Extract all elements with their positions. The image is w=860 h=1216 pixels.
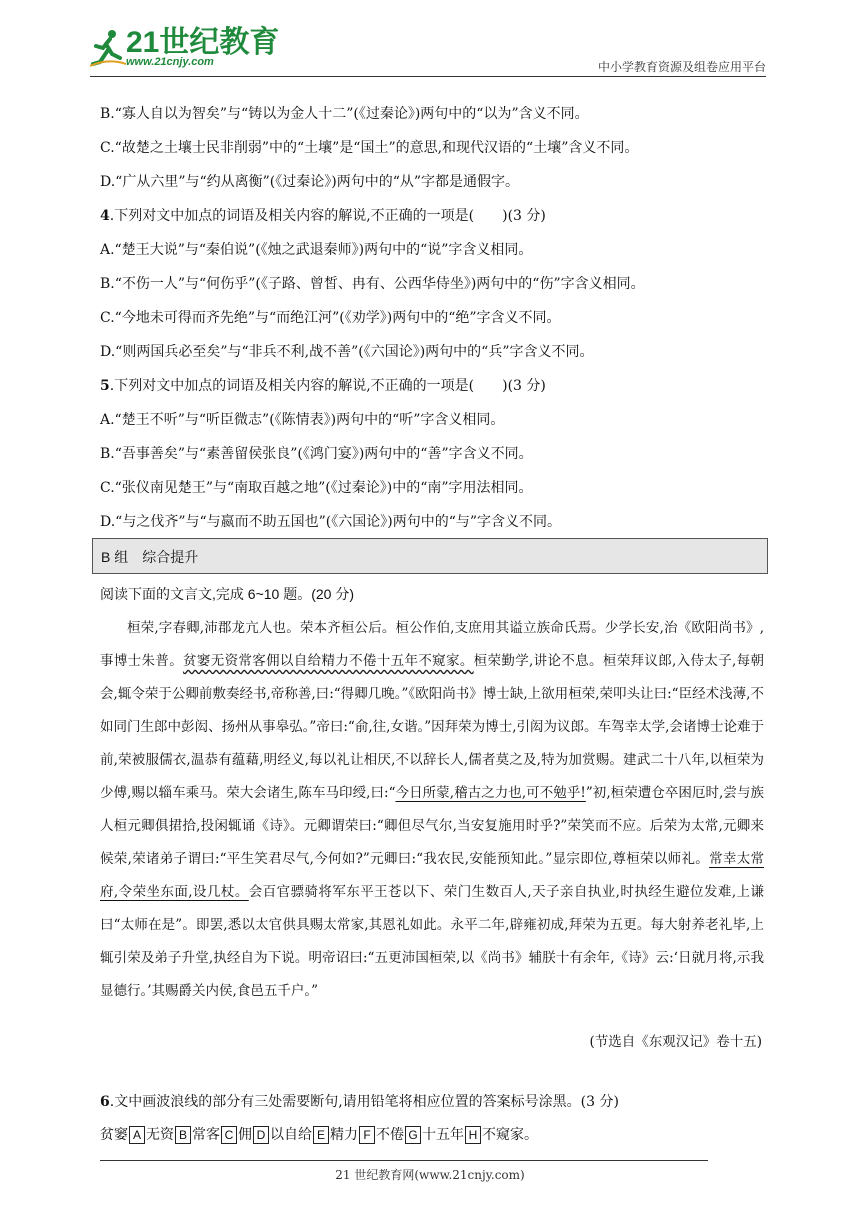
answer-box[interactable]: H [465,1126,481,1144]
question-text: .下列对文中加点的词语及相关内容的解说,不正确的一项是( )(3 分) [109,378,546,394]
option-line: B.“不伤一人”与“何伤乎”(《子路、曾皙、冉有、公西华侍坐》)两句中的“伤”字含义相同。 [100,276,645,292]
header-divider [90,76,766,77]
running-man-icon [90,28,126,68]
section-header [92,538,768,574]
option-line: C.“张仪南见楚王”与“南取百越之地”(《过秦论》)中的“南”字用法相同。 [100,480,533,496]
option-line: D.“广从六里”与“约从离衡”(《过秦论》)两句中的“从”字都是通假字。 [100,174,520,190]
answer-box[interactable]: C [221,1126,237,1144]
answer-box[interactable]: G [405,1126,421,1144]
classical-passage [100,612,764,1008]
option-line: C.“今地未可得而齐先绝”与“而绝江河”(《劝学》)两句中的“绝”字含义不同。 [100,310,561,326]
question-5-stem [100,376,546,396]
option-line: C.“故楚之土壤士民非削弱”中的“土壤”是“国土”的意思,和现代汉语的“土壤”含义不同。 [100,140,639,156]
logo [90,28,279,68]
question-6-stem [100,1092,619,1112]
segmentation-options [100,1124,538,1146]
segment-text: 不倦 [376,1127,404,1143]
section-title: B 组 综合提升 [101,549,199,565]
option-line: A.“楚王大说”与“秦伯说”(《烛之武退秦师》)两句中的“说”字含义相同。 [100,242,533,258]
page-footer: 21 世纪教育网(www.21cnjy.com) [335,1168,525,1182]
wavy-underlined-text: 贫窭无资常客佣以自给精力不倦十五年不窥家。 [183,653,474,669]
answer-box[interactable]: F [359,1126,375,1144]
footer-divider [100,1160,708,1161]
question-4-stem [100,206,546,226]
question-number: 4 [100,208,110,224]
passage-text: 桓荣勤学,讲论不息。桓荣拜议郎,入侍太子,每朝会,辄令荣于公卿前敷奏经书,帝称善,曰:“得卿几晚。”《欧阳尚书》博士缺,上欲用桓荣,荣叩头让曰:“臣经术浅薄,不如同门生郎中彭闳、扬州从事皋弘。”帝曰:“俞,往,女谐。”因拜荣为博士,引闳为议郎。车驾幸太学,会诸博士论难于前,荣被服儒衣,温恭有蕴藉,明经义,每以礼让相厌,不以辞长人,儒者莫之及,特为加赏赐。建武二十八年,以桓荣为少傅,赐以辎车乘马。荣大会诸生,陈车马印绶,曰:“ [100,653,765,801]
answer-box[interactable]: A [129,1126,145,1144]
reading-instruction: 阅读下面的文言文,完成 6~10 题。(20 分) [100,586,354,602]
question-text: .文中画波浪线的部分有三处需要断句,请用铅笔将相应位置的答案标号涂黑。(3 分) [109,1094,619,1110]
question-text: .下列对文中加点的词语及相关内容的解说,不正确的一项是( )(3 分) [109,208,546,224]
passage-text: ”初,桓荣遭仓卒困厄时,尝与族人桓元卿俱捃拾,投闲辄诵《诗》。元卿谓荣曰:“卿但尽气尔,当安复施用时乎?”荣笑而不应。后荣为太常,元卿来候荣,荣诸弟子谓曰:“平生笑君尽气,今何如?”元卿曰:“我农民,安能预知此。”显宗即位,尊桓荣以师礼。 [100,785,765,867]
segment-text: 佣 [238,1127,252,1143]
answer-box[interactable]: B [175,1126,191,1144]
question-number: 6 [100,1094,110,1110]
logo-title: 21世纪教育 [126,26,280,59]
segment-text: 精力 [330,1127,358,1143]
passage-paragraph [100,612,764,1008]
logo-url: www.21cnjy.com [126,56,214,68]
header-platform-text: 中小学教育资源及组卷应用平台 [597,60,766,74]
passage-source: (节选自《东观汉记》卷十五) [589,1034,762,1050]
segment-text: 贫窭 [100,1127,128,1143]
passage-text: 会百官骠骑将军东平王苍以下、荣门生数百人,天子亲自执业,时执经生避位发难,上谦曰“太师在是”。即罢,悉以太官供具赐太常家,其恩礼如此。永平二年,辟雍初成,拜荣为五更。每大射养老礼毕,上辄引荣及弟子升堂,执经自为下说。明帝诏曰:“五更沛国桓荣,以《尚书》辅朕十有余年,《诗》云:‘日就月将,示我显德行。’其赐爵关内侯,食邑五千户。” [100,884,764,999]
passage-text: 桓荣,字春卿,沛郡龙亢人也。荣本齐桓公后。桓公作伯,支庶用其谥立族命氏焉。少学长安,治《欧阳尚书》,事博士朱普。 [100,620,764,669]
underlined-sentence: 今日所蒙,稽古之力也,可不勉乎! [395,785,586,801]
segment-text: 以自给 [270,1127,312,1143]
segment-text: 常客 [192,1127,220,1143]
option-line: A.“楚王不听”与“听臣微志”(《陈情表》)两句中的“听”字含义相同。 [100,412,505,428]
segment-text: 不窥家。 [482,1127,538,1143]
page-header [90,28,766,80]
segment-text: 无资 [146,1127,174,1143]
answer-box[interactable]: E [313,1126,329,1144]
option-line: D.“则两国兵必至矣”与“非兵不利,战不善”(《六国论》)两句中的“兵”字含义不同。 [100,344,594,360]
underlined-sentence: 常幸太常府,令荣坐东面,设几杖。 [100,851,764,900]
option-line: B.“吾事善矣”与“素善留侯张良”(《鸿门宴》)两句中的“善”字含义不同。 [100,446,533,462]
question-number: 5 [100,378,110,394]
option-line: D.“与之伐齐”与“与嬴而不助五国也”(《六国论》)两句中的“与”字含义不同。 [100,514,562,530]
option-line: B.“寡人自以为智矣”与“铸以为金人十二”(《过秦论》)两句中的“以为”含义不同。 [100,106,589,122]
segment-text: 十五年 [422,1127,464,1143]
answer-box[interactable]: D [253,1126,269,1144]
